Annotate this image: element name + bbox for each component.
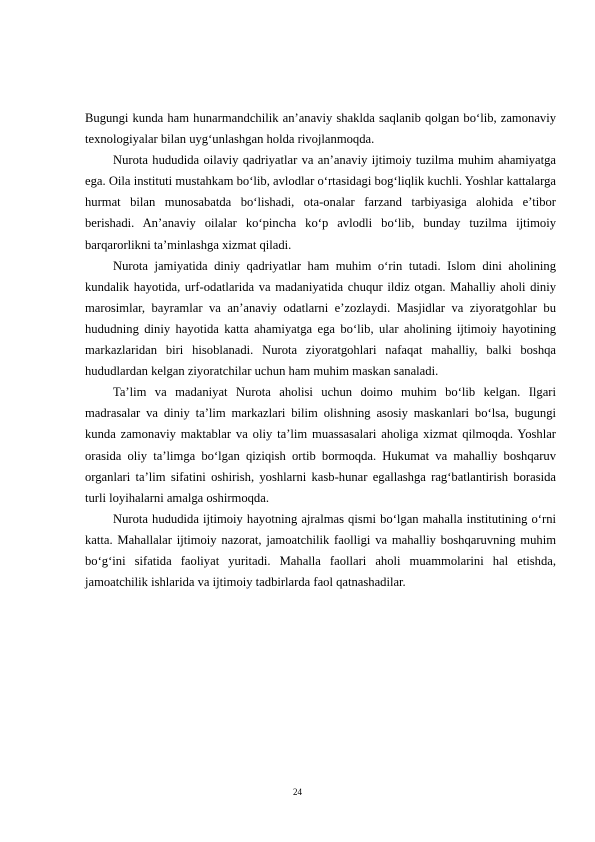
paragraph-crafts: Bugungi kunda ham hunarmandchilik an’anaviy shaklda saqlanib qolgan bo‘lib, zamonaviy texnologiyalar bilan uyg‘unlashgan holda rivojlanmoqda. — [85, 111, 556, 147]
paragraph-family-values: Nurota hududida oilaviy qadriyatlar va an’anaviy ijtimoiy tuzilma muhim ahamiyatga ega. Oila instituti mustahkam bo‘lib, avlodlar o‘rtasidagi bog‘liqlik kuchli. Yoshlar kattalarga hurmat bilan munosabatda bo‘lishadi, ota-onalar farzand tarbiyasiga alohida e’tibor berishadi. An’anaviy oilalar ko‘pincha ko‘p avlodli bo‘lib, bunday tuzilma ijtimoiy barqarorlikni ta’minlashga xizmat qiladi. — [85, 153, 556, 252]
paragraph-mahalla: Nurota hududida ijtimoiy hayotning ajralmas qismi bo‘lgan mahalla institutining o‘rni katta. Mahallalar ijtimoiy nazorat, jamoatchilik faolligi va mahalliy boshqaruvning muhim bo‘g‘ini sifatida faoliyat yuritadi. Mahalla faollari aholi muammolarini hal etishda, jamoatchilik ishlarida va ijtimoiy tadbirlarda faol qatnashadilar. — [85, 511, 556, 590]
paragraph-education-culture: Ta’lim va madaniyat Nurota aholisi uchun doimo muhim bo‘lib kelgan. Ilgari madrasalar va diniy ta’lim markazlari bilim olishning asosiy maskanlari bo‘lsa, bugungi kunda zamonaviy maktablar va oliy ta’lim muassasalari aholiga xizmat qilmoqda. Yoshlar orasida oliy ta’limga bo‘lgan qiziqish ortib bormoqda. Hukumat va mahalliy boshqaruv organlari ta’lim sifatini oshirish, yoshlarni kasb-hunar egallashga rag‘batlantirish borasida turli loyihalarni amalga oshirmoqda. — [85, 385, 556, 505]
document-body — [85, 108, 556, 593]
page-number: 24 — [293, 787, 302, 797]
paragraph-religious-values: Nurota jamiyatida diniy qadriyatlar ham muhim o‘rin tutadi. Islom dini aholining kundalik hayotida, urf-odatlarida va madaniyatida chuqur ildiz otgan. Mahalliy aholi diniy marosimlar, bayramlar va an’anaviy odatlarni e’zozlaydi. Masjidlar va ziyoratgohlar bu hududning diniy hayotida katta ahamiyatga ega bo‘lib, ular aholining ijtimoiy hayotining markazlaridan biri hisoblanadi. Nurota ziyoratgohlari nafaqat mahalliy, balki boshqa hududlardan kelgan ziyoratchilar uchun ham muhim maskan sanaladi. — [85, 258, 556, 379]
